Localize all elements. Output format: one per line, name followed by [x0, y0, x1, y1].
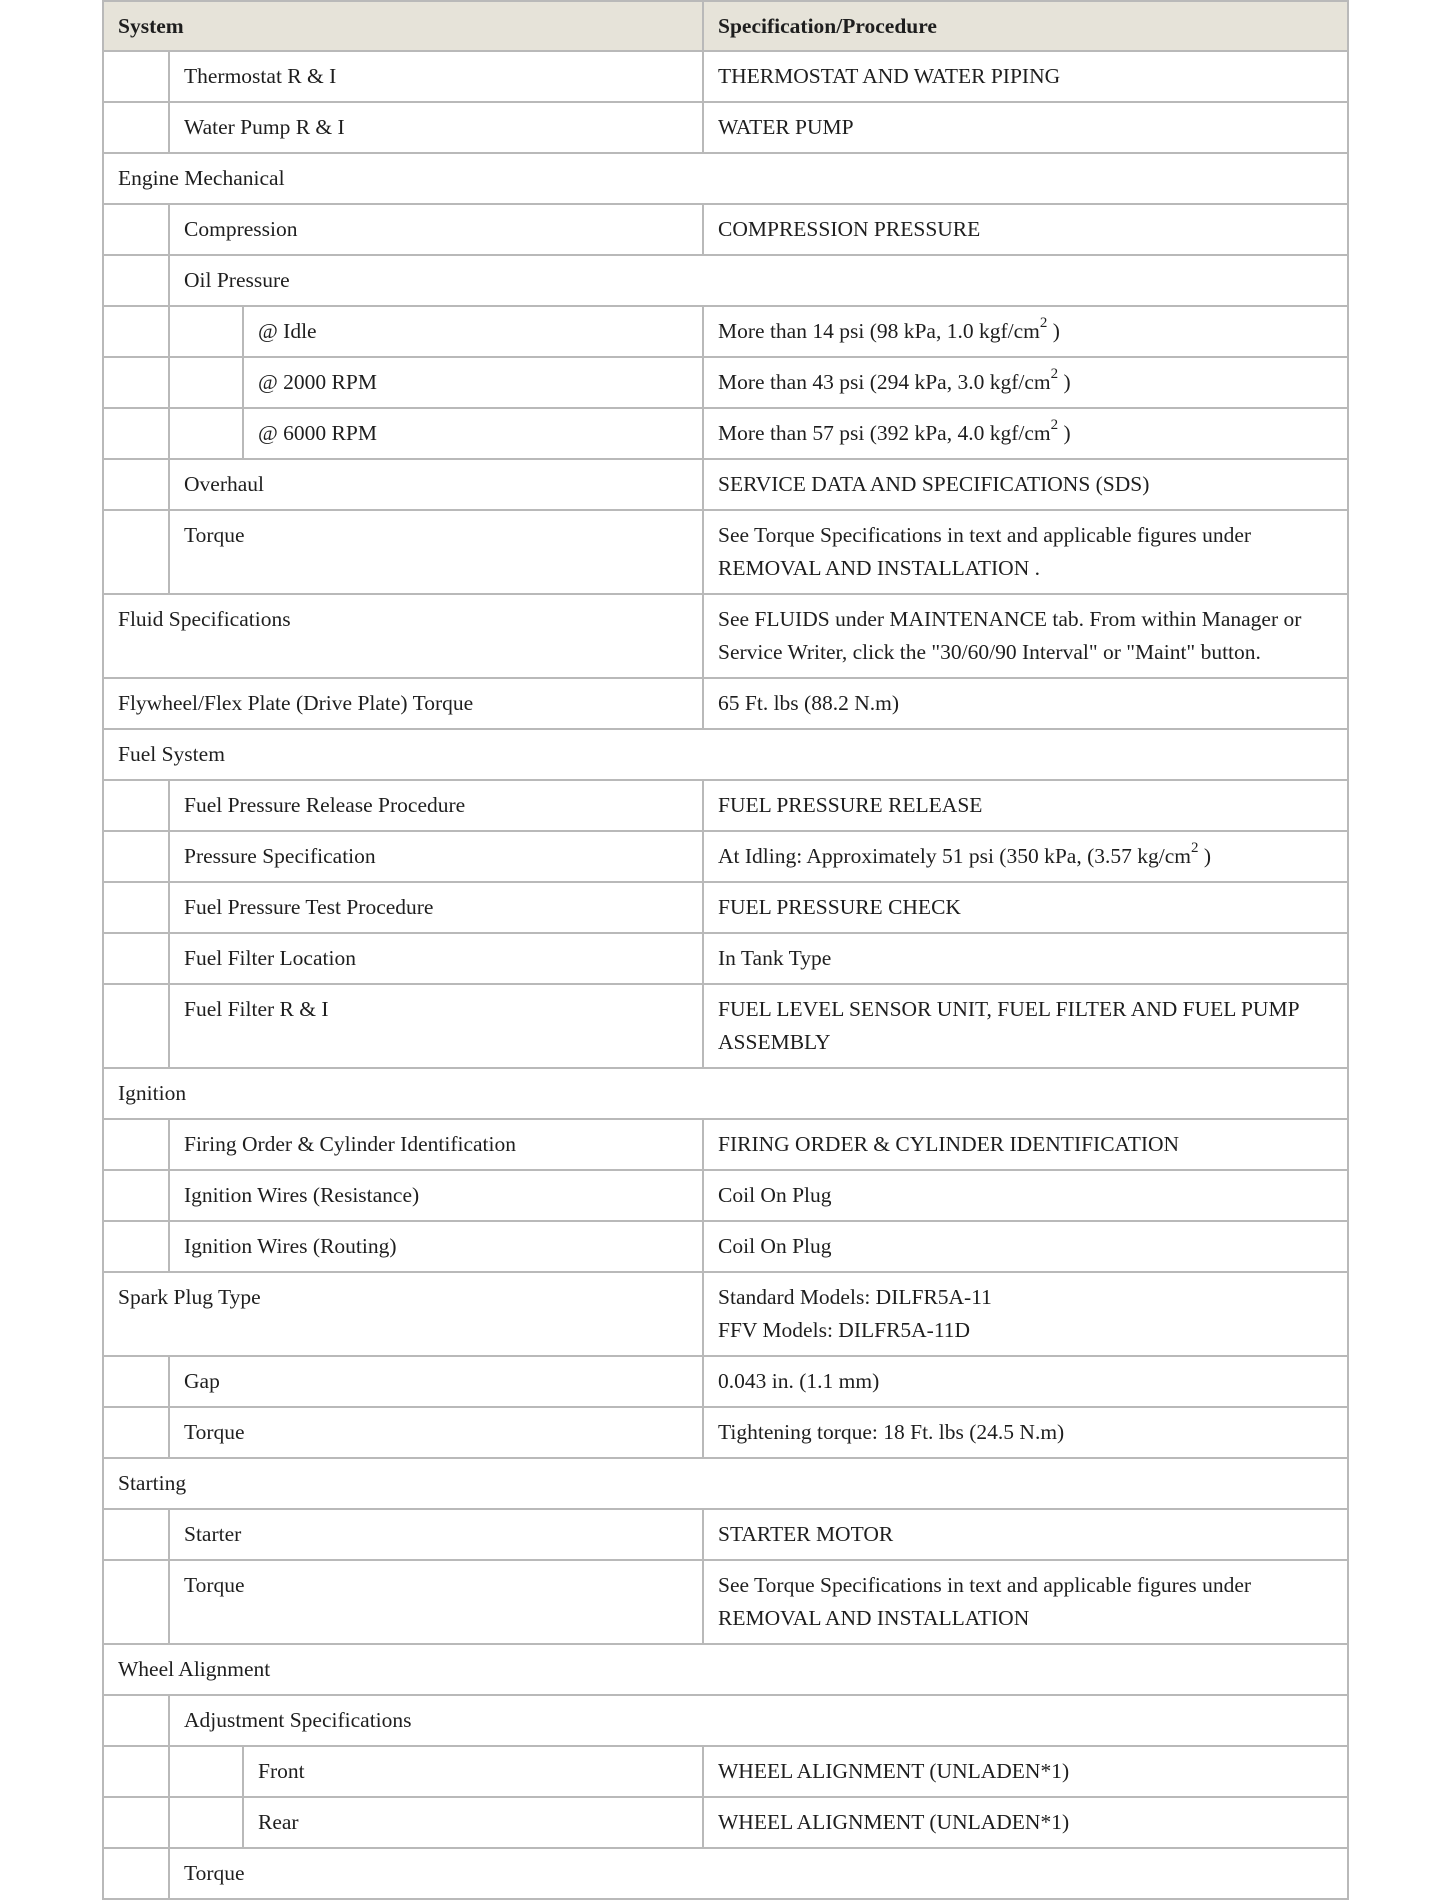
- system-cell: Flywheel/Flex Plate (Drive Plate) Torque: [103, 678, 703, 729]
- system-cell: Front: [243, 1746, 703, 1797]
- table-row: [103, 1407, 1348, 1458]
- table-row: [103, 1068, 1348, 1119]
- system-cell: Fuel Filter R & I: [169, 984, 703, 1068]
- spec-cell: [703, 1119, 1348, 1170]
- superscript: 2: [1050, 416, 1059, 433]
- system-cell: Fuel Pressure Release Procedure: [169, 780, 703, 831]
- indent-cell: [103, 831, 169, 882]
- table-row: [103, 831, 1348, 882]
- table-row: [103, 255, 1348, 306]
- spec-text-tail: ): [1198, 844, 1212, 868]
- superscript: 2: [1050, 365, 1059, 382]
- system-cell: Pressure Specification: [169, 831, 703, 882]
- system-cell: Engine Mechanical: [103, 153, 1348, 204]
- system-cell: Fluid Specifications: [103, 594, 703, 678]
- spec-cell: [703, 1170, 1348, 1221]
- table-row: [103, 1797, 1348, 1848]
- spec-text: More than 43 psi (294 kPa, 3.0 kgf/cm: [718, 370, 1051, 394]
- indent-cell: [103, 1119, 169, 1170]
- indent-cell: [169, 1797, 243, 1848]
- spec-text: In Tank Type: [718, 946, 832, 970]
- superscript: 2: [1039, 314, 1048, 331]
- table-row: [103, 729, 1348, 780]
- indent-cell: [103, 204, 169, 255]
- spec-text-tail: ): [1047, 319, 1060, 343]
- spec-cell: [703, 984, 1348, 1068]
- system-cell: Wheel Alignment: [103, 1644, 1348, 1695]
- table-row: [103, 204, 1348, 255]
- header-spec: Specification/Procedure: [703, 1, 1348, 51]
- spec-text-line2: FFV Models: DILFR5A-11D: [718, 1318, 971, 1342]
- spec-text: WHEEL ALIGNMENT (UNLADEN*1): [718, 1810, 1070, 1834]
- indent-cell: [103, 1509, 169, 1560]
- indent-cell: [103, 357, 169, 408]
- spec-text: FUEL LEVEL SENSOR UNIT, FUEL FILTER AND FUEL PUMP ASSEMBLY: [718, 997, 1299, 1054]
- indent-cell: [103, 1797, 169, 1848]
- system-cell: Spark Plug Type: [103, 1272, 703, 1356]
- system-cell: Gap: [169, 1356, 703, 1407]
- spec-cell: [703, 102, 1348, 153]
- spec-text: Coil On Plug: [718, 1234, 832, 1258]
- table-row: [103, 153, 1348, 204]
- table-row: [103, 1170, 1348, 1221]
- spec-cell: [703, 933, 1348, 984]
- indent-cell: [103, 51, 169, 102]
- table-row: [103, 459, 1348, 510]
- system-cell: Adjustment Specifications: [169, 1695, 1348, 1746]
- spec-text: Tightening torque: 18 Ft. lbs (24.5 N.m): [718, 1420, 1065, 1444]
- table-row: [103, 1509, 1348, 1560]
- table-row: [103, 1458, 1348, 1509]
- indent-cell: [103, 1221, 169, 1272]
- superscript: 2: [1190, 839, 1199, 856]
- spec-cell: [703, 594, 1348, 678]
- table-row: [103, 1644, 1348, 1695]
- table-row: [103, 1356, 1348, 1407]
- table-row: [103, 882, 1348, 933]
- table-body: [103, 51, 1348, 1899]
- indent-cell: [103, 984, 169, 1068]
- spec-text: More than 14 psi (98 kPa, 1.0 kgf/cm: [718, 319, 1040, 343]
- spec-text: Coil On Plug: [718, 1183, 832, 1207]
- spec-cell: [703, 459, 1348, 510]
- spec-text: FUEL PRESSURE CHECK: [718, 895, 961, 919]
- header-system: System: [103, 1, 703, 51]
- table-header-row: [103, 1, 1348, 51]
- table-row: [103, 1848, 1348, 1899]
- table-row: [103, 102, 1348, 153]
- indent-cell: [103, 1746, 169, 1797]
- system-cell: Torque: [169, 1407, 703, 1458]
- system-cell: Overhaul: [169, 459, 703, 510]
- system-cell: @ 6000 RPM: [243, 408, 703, 459]
- table-row: [103, 306, 1348, 357]
- spec-text: See Torque Specifications in text and applicable figures under REMOVAL AND INSTALLATION .: [718, 523, 1252, 580]
- indent-cell: [103, 1170, 169, 1221]
- indent-cell: [103, 1356, 169, 1407]
- spec-text: Standard Models: DILFR5A-11: [718, 1285, 992, 1309]
- spec-text: THERMOSTAT AND WATER PIPING: [718, 64, 1061, 88]
- spec-text: More than 57 psi (392 kPa, 4.0 kgf/cm: [718, 421, 1051, 445]
- table-row: [103, 678, 1348, 729]
- spec-cell: [703, 1407, 1348, 1458]
- indent-cell: [103, 780, 169, 831]
- indent-cell: [103, 306, 169, 357]
- indent-cell: [103, 459, 169, 510]
- table-row: [103, 594, 1348, 678]
- table-row: [103, 1272, 1348, 1356]
- indent-cell: [103, 1695, 169, 1746]
- system-cell: @ 2000 RPM: [243, 357, 703, 408]
- indent-cell: [103, 882, 169, 933]
- system-cell: Torque: [169, 510, 703, 594]
- spec-cell: [703, 1746, 1348, 1797]
- indent-cell: [103, 1560, 169, 1644]
- system-cell: Oil Pressure: [169, 255, 1348, 306]
- system-cell: Compression: [169, 204, 703, 255]
- spec-cell: [703, 1272, 1348, 1356]
- system-cell: Water Pump R & I: [169, 102, 703, 153]
- spec-cell: [703, 1560, 1348, 1644]
- spec-cell: [703, 831, 1348, 882]
- table-row: [103, 1221, 1348, 1272]
- spec-text: COMPRESSION PRESSURE: [718, 217, 981, 241]
- system-cell: Fuel Pressure Test Procedure: [169, 882, 703, 933]
- spec-cell: [703, 510, 1348, 594]
- indent-cell: [103, 255, 169, 306]
- indent-cell: [169, 306, 243, 357]
- spec-table: [102, 0, 1349, 1900]
- spec-text: At Idling: Approximately 51 psi (350 kPa, (3.57 kg/cm: [718, 844, 1191, 868]
- system-cell: Thermostat R & I: [169, 51, 703, 102]
- spec-text: 65 Ft. lbs (88.2 N.m): [718, 691, 899, 715]
- table-row: [103, 1119, 1348, 1170]
- spec-cell: [703, 1797, 1348, 1848]
- spec-cell: [703, 780, 1348, 831]
- spec-text: See Torque Specifications in text and applicable figures under REMOVAL AND INSTALLATION: [718, 1573, 1252, 1630]
- table-row: [103, 1560, 1348, 1644]
- table-row: [103, 408, 1348, 459]
- table-row: [103, 357, 1348, 408]
- table-row: [103, 510, 1348, 594]
- indent-cell: [169, 1746, 243, 1797]
- spec-text: See FLUIDS under MAINTENANCE tab. From within Manager or Service Writer, click the "30/60/90 Interval" or "Maint" button.: [718, 607, 1302, 664]
- indent-cell: [169, 357, 243, 408]
- spec-cell: [703, 357, 1348, 408]
- spec-cell: [703, 882, 1348, 933]
- system-cell: Fuel System: [103, 729, 1348, 780]
- indent-cell: [103, 510, 169, 594]
- spec-text-tail: ): [1058, 421, 1071, 445]
- spec-cell: [703, 678, 1348, 729]
- system-cell: Starter: [169, 1509, 703, 1560]
- system-cell: Ignition Wires (Routing): [169, 1221, 703, 1272]
- table-row: [103, 1695, 1348, 1746]
- indent-cell: [103, 408, 169, 459]
- indent-cell: [103, 933, 169, 984]
- spec-cell: [703, 1509, 1348, 1560]
- indent-cell: [103, 1407, 169, 1458]
- table-row: [103, 933, 1348, 984]
- indent-cell: [169, 408, 243, 459]
- spec-cell: [703, 204, 1348, 255]
- spec-cell: [703, 1221, 1348, 1272]
- spec-text: FUEL PRESSURE RELEASE: [718, 793, 983, 817]
- system-cell: Starting: [103, 1458, 1348, 1509]
- system-cell: Ignition: [103, 1068, 1348, 1119]
- spec-text: WATER PUMP: [718, 115, 854, 139]
- system-cell: Fuel Filter Location: [169, 933, 703, 984]
- spec-cell: [703, 51, 1348, 102]
- table-row: [103, 1746, 1348, 1797]
- system-cell: Ignition Wires (Resistance): [169, 1170, 703, 1221]
- spec-cell: [703, 1356, 1348, 1407]
- spec-text: STARTER MOTOR: [718, 1522, 894, 1546]
- table-row: [103, 51, 1348, 102]
- indent-cell: [103, 1848, 169, 1899]
- spec-cell: [703, 306, 1348, 357]
- system-cell: Rear: [243, 1797, 703, 1848]
- spec-cell: [703, 408, 1348, 459]
- spec-text: WHEEL ALIGNMENT (UNLADEN*1): [718, 1759, 1070, 1783]
- spec-text-tail: ): [1058, 370, 1071, 394]
- system-cell: Torque: [169, 1848, 1348, 1899]
- spec-text: FIRING ORDER & CYLINDER IDENTIFICATION: [718, 1132, 1180, 1156]
- table-row: [103, 984, 1348, 1068]
- table-row: [103, 780, 1348, 831]
- indent-cell: [103, 102, 169, 153]
- spec-text: SERVICE DATA AND SPECIFICATIONS (SDS): [718, 472, 1150, 496]
- system-cell: @ Idle: [243, 306, 703, 357]
- spec-text: 0.043 in. (1.1 mm): [718, 1369, 880, 1393]
- system-cell: Torque: [169, 1560, 703, 1644]
- system-cell: Firing Order & Cylinder Identification: [169, 1119, 703, 1170]
